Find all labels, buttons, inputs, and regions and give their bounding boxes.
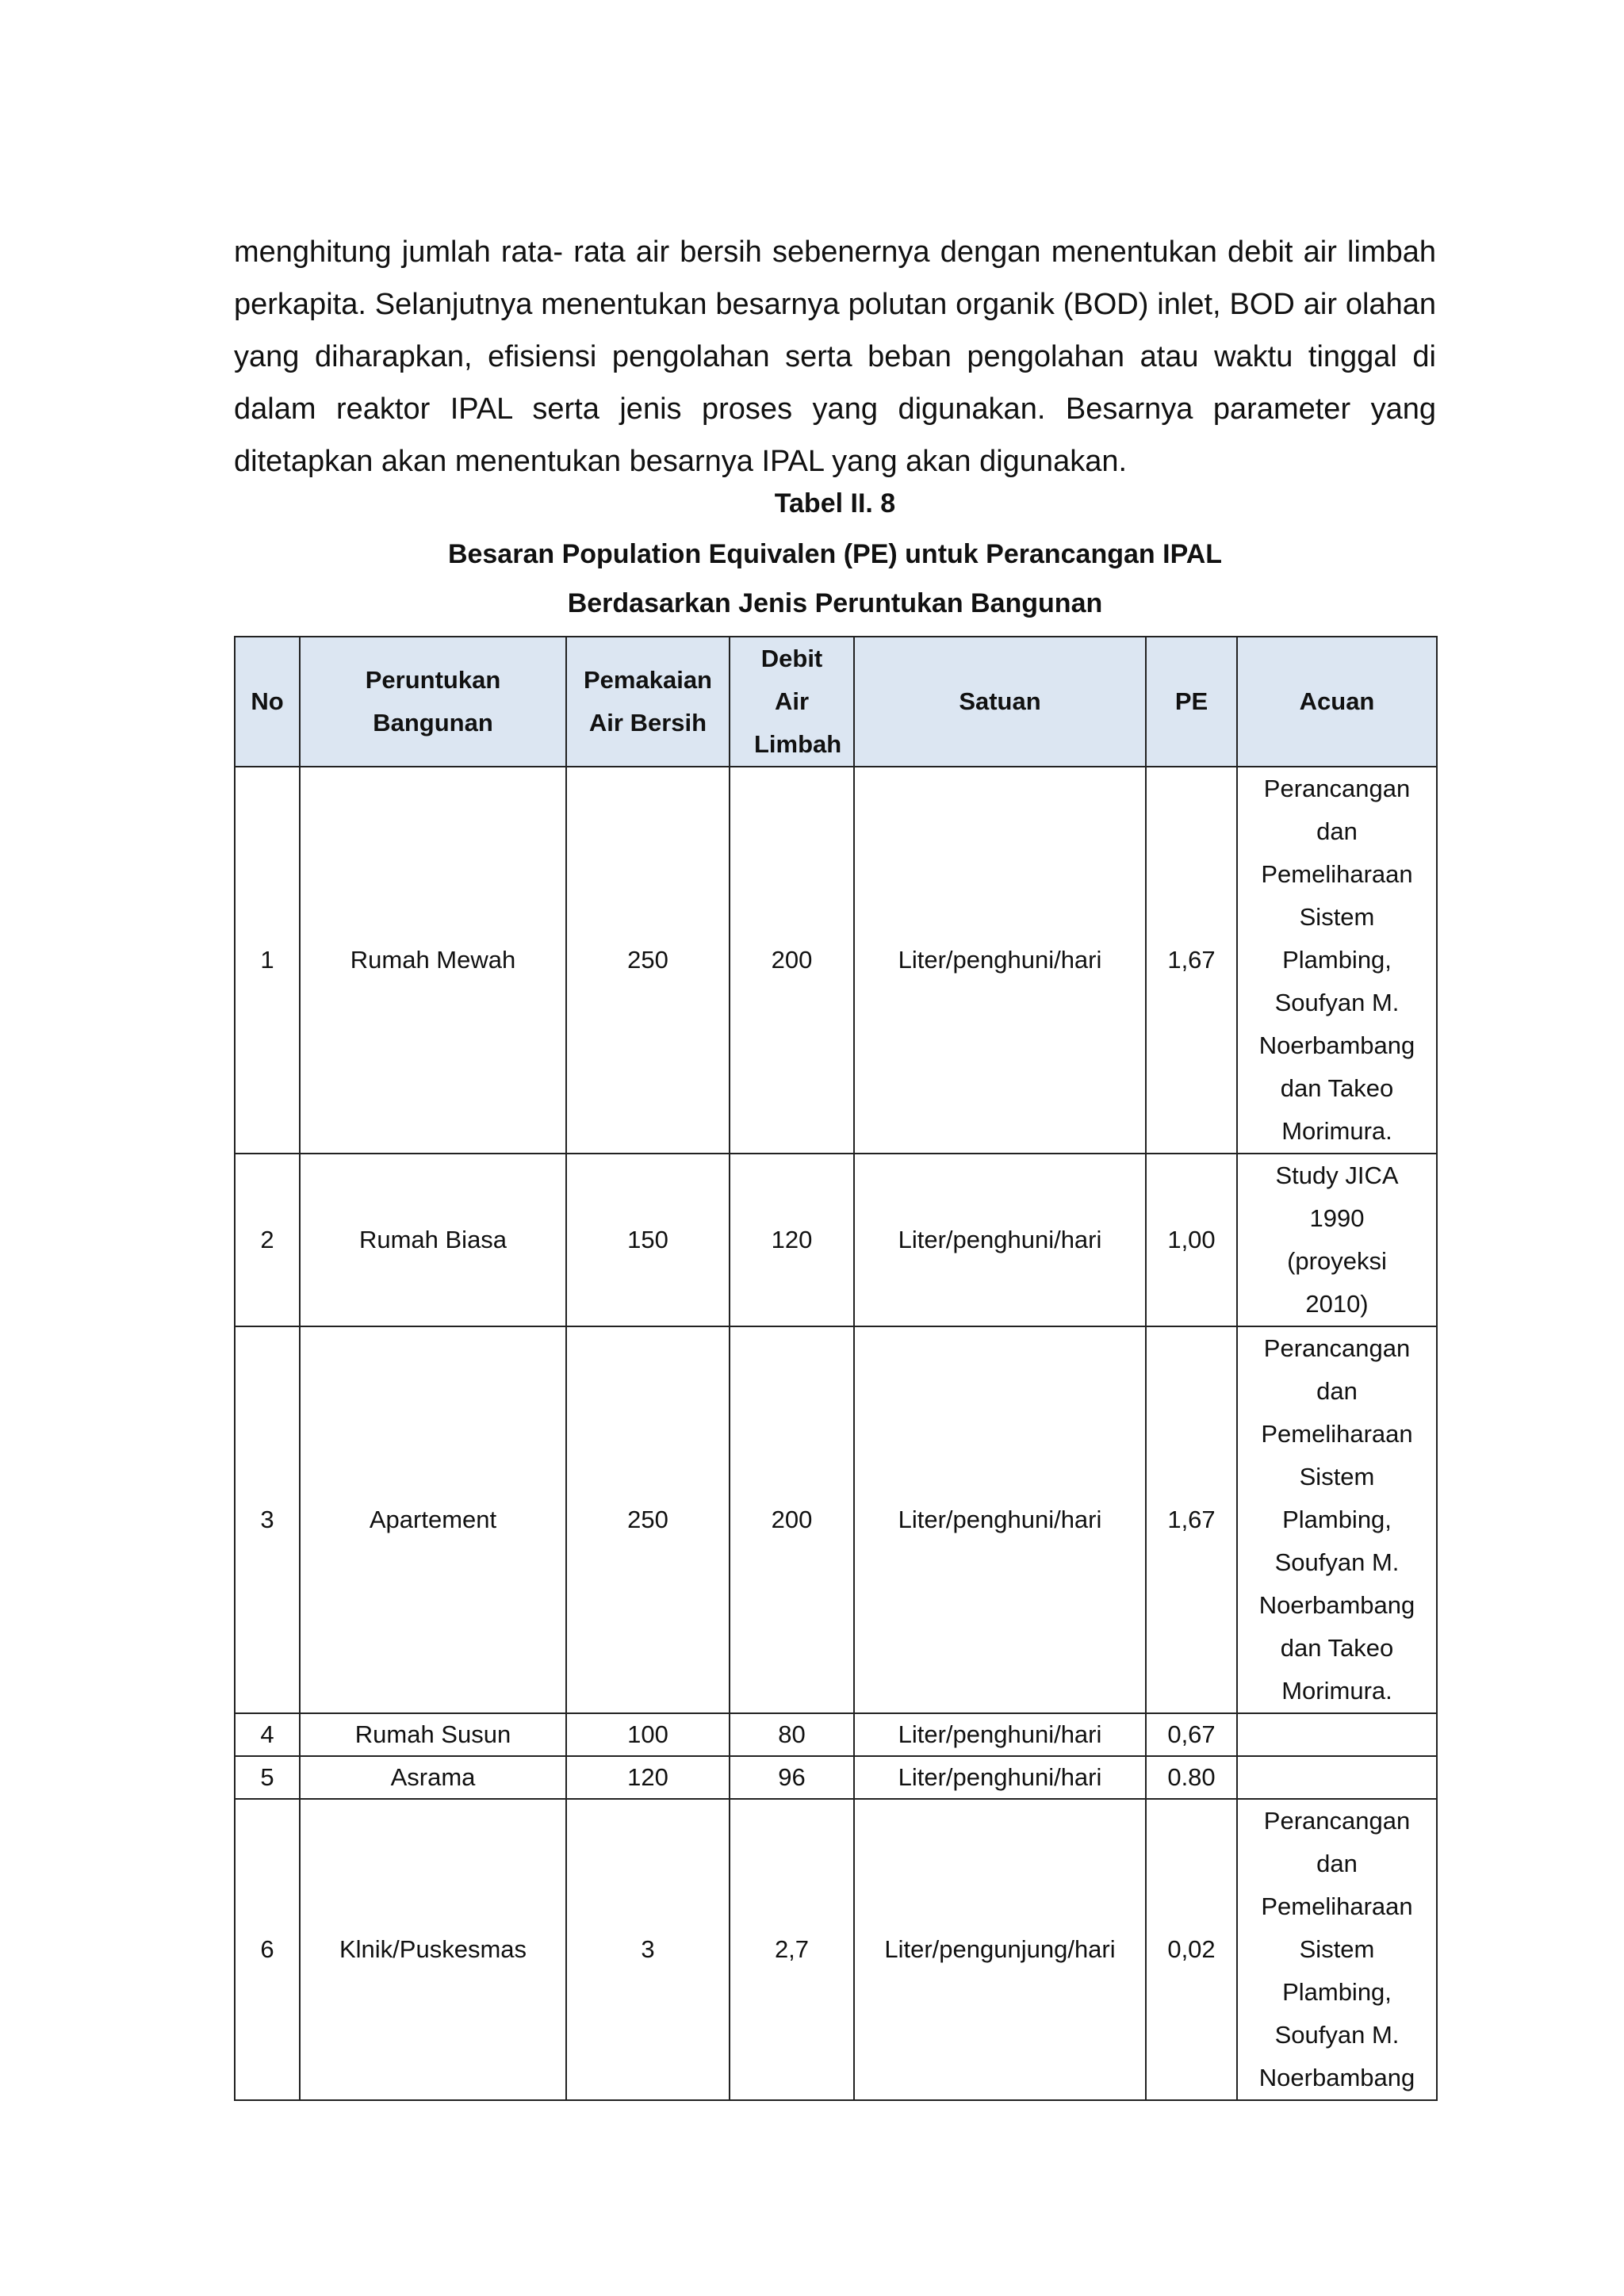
cell-satuan: Liter/penghuni/hari [854, 767, 1146, 1154]
table-row [235, 1713, 1437, 1756]
table-row [235, 1154, 1437, 1326]
cell-pe: 1,67 [1146, 767, 1237, 1154]
cell-acuan [1237, 1756, 1437, 1799]
cell-pemakaian: 250 [566, 1326, 730, 1713]
cell-debit: 200 [730, 1326, 854, 1713]
cell-debit: 2,7 [730, 1799, 854, 2100]
cell-no: 2 [235, 1154, 300, 1326]
table-header-row [235, 637, 1437, 767]
cell-no: 5 [235, 1756, 300, 1799]
cell-peruntukan: Apartement [300, 1326, 566, 1713]
cell-acuan: Study JICA 1990 (proyeksi 2010) [1237, 1154, 1437, 1326]
header-no: No [235, 637, 300, 767]
cell-pe: 1,00 [1146, 1154, 1237, 1326]
table-number: Tabel II. 8 [774, 488, 896, 519]
cell-peruntukan: Asrama [300, 1756, 566, 1799]
cell-no: 6 [235, 1799, 300, 2100]
cell-peruntukan: Klnik/Puskesmas [300, 1799, 566, 2100]
cell-pe: 0,67 [1146, 1713, 1237, 1756]
cell-acuan [1237, 1713, 1437, 1756]
cell-debit: 120 [730, 1154, 854, 1326]
table-subtitle: Berdasarkan Jenis Peruntukan Bangunan [567, 588, 1103, 618]
table-row [235, 767, 1437, 1154]
cell-debit: 96 [730, 1756, 854, 1799]
cell-acuan: Perancangan dan Pemeliharaan Sistem Plambing, Soufyan M. Noerbambang dan Takeo Morimura. [1237, 1326, 1437, 1713]
table-row [235, 1756, 1437, 1799]
cell-pemakaian: 100 [566, 1713, 730, 1756]
header-peruntukan: Peruntukan Bangunan [300, 637, 566, 767]
cell-satuan: Liter/pengunjung/hari [854, 1799, 1146, 2100]
cell-pe: 0,02 [1146, 1799, 1237, 2100]
cell-pemakaian: 250 [566, 767, 730, 1154]
cell-pemakaian: 120 [566, 1756, 730, 1799]
table-row [235, 1326, 1437, 1713]
cell-satuan: Liter/penghuni/hari [854, 1713, 1146, 1756]
cell-acuan: Perancangan dan Pemeliharaan Sistem Plambing, Soufyan M. Noerbambang [1237, 1799, 1437, 2100]
cell-pemakaian: 150 [566, 1154, 730, 1326]
cell-acuan: Perancangan dan Pemeliharaan Sistem Plambing, Soufyan M. Noerbambang dan Takeo Morimura. [1237, 767, 1437, 1154]
header-pe: PE [1146, 637, 1237, 767]
cell-pemakaian: 3 [566, 1799, 730, 2100]
cell-peruntukan: Rumah Mewah [300, 767, 566, 1154]
cell-debit: 80 [730, 1713, 854, 1756]
cell-no: 1 [235, 767, 300, 1154]
cell-satuan: Liter/penghuni/hari [854, 1154, 1146, 1326]
cell-no: 3 [235, 1326, 300, 1713]
cell-pe: 1,67 [1146, 1326, 1237, 1713]
table-title: Besaran Population Equivalen (PE) untuk Perancangan IPAL [447, 539, 1223, 569]
body-paragraph: menghitung jumlah rata- rata air bersih sebenernya dengan menentukan debit air limbah perkapita. Selanjutnya menentukan besarnya polutan organik (BOD) inlet, BOD air olahan yang diharapkan, efisiensi pengolahan serta beban pengolahan atau waktu tinggal di dalam reaktor IPAL serta jenis proses yang digunakan. Besarnya parameter yang ditetapkan akan menentukan besarnya IPAL yang akan digunakan. [234, 235, 1436, 478]
table-row [235, 1799, 1437, 2100]
cell-satuan: Liter/penghuni/hari [854, 1756, 1146, 1799]
header-satuan: Satuan [854, 637, 1146, 767]
header-pemakaian: Pemakaian Air Bersih [566, 637, 730, 767]
cell-no: 4 [235, 1713, 300, 1756]
cell-debit: 200 [730, 767, 854, 1154]
header-debit: Debit Air Limbah [730, 637, 854, 767]
pe-table [234, 636, 1438, 2101]
header-acuan: Acuan [1237, 637, 1437, 767]
cell-peruntukan: Rumah Susun [300, 1713, 566, 1756]
cell-satuan: Liter/penghuni/hari [854, 1326, 1146, 1713]
cell-peruntukan: Rumah Biasa [300, 1154, 566, 1326]
cell-pe: 0.80 [1146, 1756, 1237, 1799]
